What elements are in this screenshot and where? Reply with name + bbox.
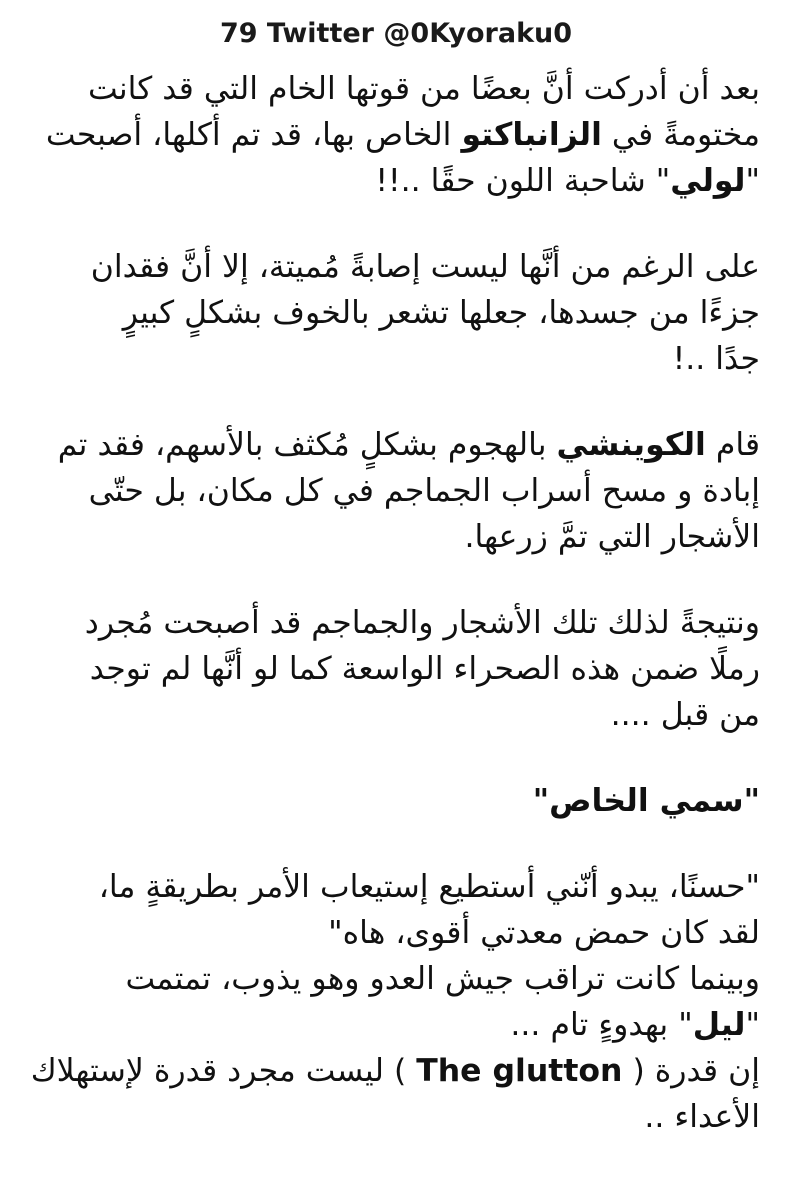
text-segment: إن قدرة ( bbox=[622, 1053, 760, 1089]
text-segment: " bbox=[745, 1007, 760, 1043]
text-segment: بعد أن أدركت أنَّ بعضًا من قوتها الخام التي قد كانت bbox=[87, 71, 760, 107]
text-line bbox=[60, 244, 760, 290]
text-line bbox=[60, 778, 760, 824]
text-line bbox=[60, 600, 760, 646]
text-segment: على الرغم من أنَّها ليست إصابةً مُميتة، إلا أنَّ فقدان bbox=[90, 249, 760, 285]
bold-text: "سمي الخاص" bbox=[532, 783, 760, 819]
paragraph bbox=[60, 244, 760, 382]
text-segment: "حسنًا، يبدو أنّني أستطيع إستيعاب الأمر بطريقةٍ ما، bbox=[98, 869, 760, 905]
bold-text: ليل bbox=[692, 1007, 746, 1043]
paragraph-gap bbox=[60, 824, 760, 864]
text-line bbox=[60, 692, 760, 738]
text-segment: ) ليست مجرد قدرة لإستهلاك bbox=[30, 1053, 417, 1089]
text-line bbox=[57, 422, 760, 468]
paragraph bbox=[30, 864, 760, 1140]
text-line bbox=[60, 514, 760, 560]
text-segment: جدًا ..! bbox=[672, 341, 760, 377]
bold-text: الكوينشي bbox=[556, 427, 706, 463]
paragraph-gap bbox=[60, 560, 760, 600]
text-line bbox=[60, 290, 760, 336]
text-line bbox=[60, 1094, 760, 1140]
text-segment: بالهجوم بشكلٍ مُكثف بالأسهم، فقد تم bbox=[57, 427, 557, 463]
text-line bbox=[60, 468, 760, 514]
text-line bbox=[60, 864, 760, 910]
bold-text: الزانباكتو bbox=[461, 117, 602, 153]
text-line bbox=[60, 1002, 760, 1048]
paragraph bbox=[60, 778, 760, 824]
text-segment: " بهدوءٍ تام ... bbox=[510, 1007, 693, 1043]
text-segment: رملًا ضمن هذه الصحراء الواسعة كما لو أنَّها لم توجد bbox=[89, 651, 760, 687]
paragraph bbox=[60, 600, 760, 738]
text-segment: " شاحبة اللون حقًا ..!! bbox=[375, 163, 671, 199]
bold-text: لولي bbox=[670, 163, 746, 199]
text-line bbox=[60, 910, 760, 956]
text-line bbox=[45, 112, 760, 158]
header-title: 79 Twitter @0Kyoraku0 bbox=[219, 18, 573, 49]
paragraph-gap bbox=[60, 382, 760, 422]
text-line bbox=[60, 66, 760, 112]
text-line bbox=[30, 1048, 760, 1094]
text-line bbox=[60, 158, 760, 204]
paragraph bbox=[57, 422, 760, 560]
paragraph-gap bbox=[60, 738, 760, 778]
text-segment: إبادة و مسح أسراب الجماجم في كل مكان، بل حتّى bbox=[88, 473, 760, 509]
paragraph-gap bbox=[60, 204, 760, 244]
text-segment: الأعداء .. bbox=[644, 1099, 760, 1135]
text-segment: ونتيجةً لذلك تلك الأشجار والجماجم قد أصبحت مُجرد bbox=[84, 605, 760, 641]
text-line bbox=[60, 336, 760, 382]
text-segment: جزءًا من جسدها، جعلها تشعر بالخوف بشكلٍ كبيرٍ bbox=[122, 295, 760, 331]
bold-text: The glutton bbox=[416, 1053, 623, 1089]
paragraph bbox=[45, 66, 760, 204]
text-segment: قام bbox=[705, 427, 760, 463]
text-line bbox=[60, 646, 760, 692]
text-segment: الأشجار التي تمَّ زرعها. bbox=[464, 519, 760, 555]
text-segment: لقد كان حمض معدتي أقوى، هاه" bbox=[328, 915, 760, 951]
text-segment: من قبل .... bbox=[610, 697, 760, 733]
text-segment: وبينما كانت تراقب جيش العدو وهو يذوب، تمتمت bbox=[125, 961, 760, 997]
page-header bbox=[0, 18, 792, 49]
text-segment: مختومةً في bbox=[601, 117, 760, 153]
article-body bbox=[30, 66, 760, 1140]
text-segment: " bbox=[745, 163, 760, 199]
text-line bbox=[60, 956, 760, 1002]
text-segment: الخاص بها، قد تم أكلها، أصبحت bbox=[45, 117, 462, 153]
